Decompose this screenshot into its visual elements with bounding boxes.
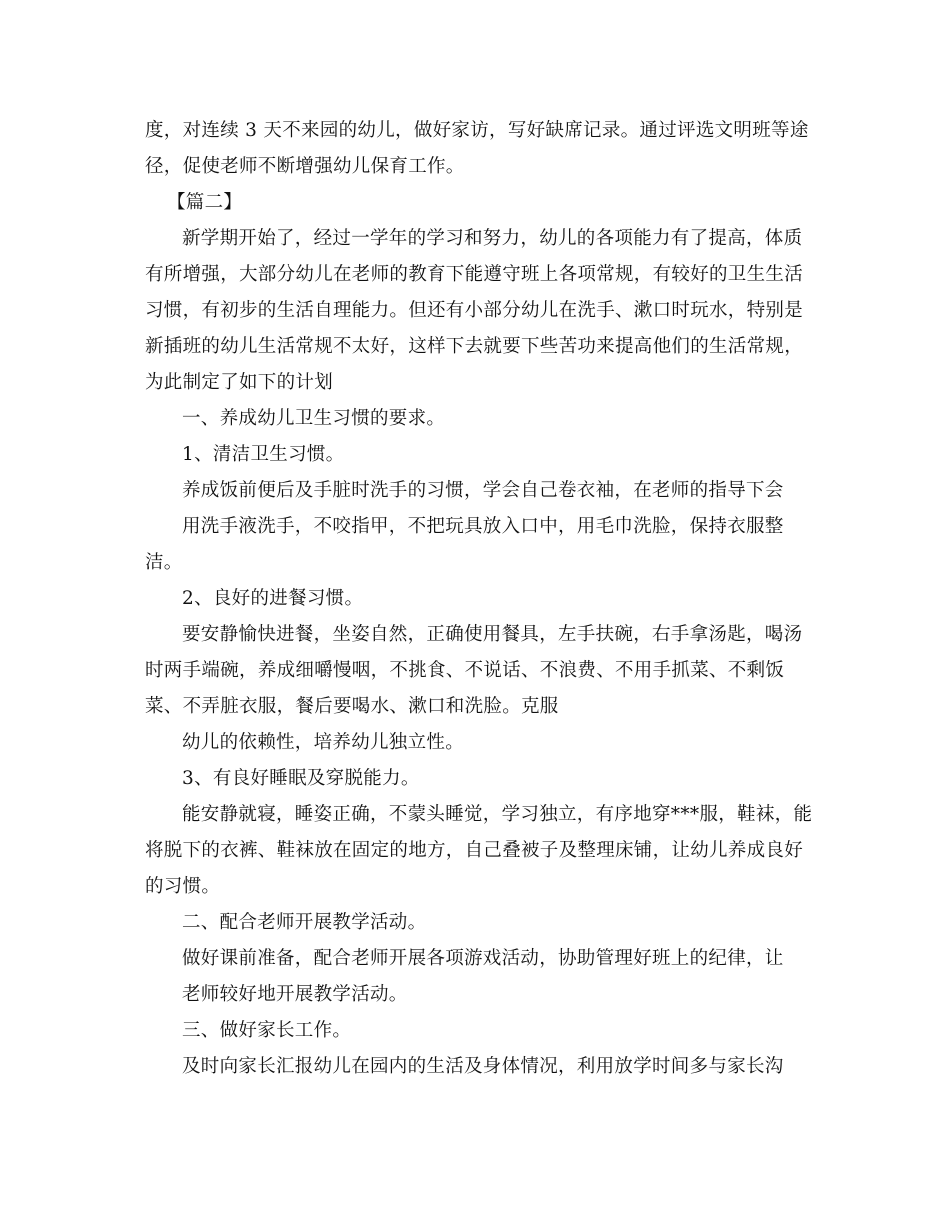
paragraph-line: 的习惯。: [145, 876, 221, 897]
paragraph-line: 老师较好地开展教学活动。: [182, 984, 408, 1005]
section-heading: 一、养成幼儿卫生习惯的要求。: [182, 408, 446, 429]
document-body: [145, 113, 815, 1085]
paragraph-line: 菜、不弄脏衣服，餐后要喝水、漱口和洗脸。克服: [145, 696, 559, 717]
subsection-heading: 1、清洁卫生习惯。: [182, 444, 345, 465]
paragraph-line: 能安静就寝，睡姿正确，不蒙头睡觉，学习独立，有序地穿***服，鞋袜，能: [182, 804, 813, 825]
paragraph-line: 洁。: [145, 552, 183, 573]
paragraph-line: 有所增强，大部分幼儿在老师的教育下能遵守班上各项常规，有较好的卫生生活: [145, 264, 804, 285]
paragraph-line: 习惯，有初步的生活自理能力。但还有小部分幼儿在洗手、漱口时玩水，特别是: [145, 300, 804, 321]
paragraph-line: 为此制定了如下的计划: [145, 372, 334, 393]
paragraph-line: 将脱下的衣裤、鞋袜放在固定的地方，自己叠被子及整理床铺，让幼儿养成良好: [145, 840, 804, 861]
paragraph-line: 径，促使老师不断增强幼儿保育工作。: [145, 156, 465, 177]
paragraph-line: 用洗手液洗手，不咬指甲，不把玩具放入口中，用毛巾洗脸，保持衣服整: [182, 516, 784, 537]
section-heading: 二、配合老师开展教学活动。: [182, 912, 427, 933]
subsection-heading: 2、良好的进餐习惯。: [182, 588, 364, 609]
section-heading: 三、做好家长工作。: [182, 1020, 352, 1041]
paragraph-line: 时两手端碗，养成细嚼慢咽，不挑食、不说话、不浪费、不用手抓菜、不剩饭: [145, 660, 785, 681]
section-heading: 【篇二】: [167, 192, 243, 213]
paragraph-line: 及时向家长汇报幼儿在园内的生活及身体情况，利用放学时间多与家长沟: [182, 1056, 784, 1077]
paragraph-line: 新学期开始了，经过一学年的学习和努力，幼儿的各项能力有了提高，体质: [182, 228, 803, 249]
paragraph-line: 幼儿的依赖性，培养幼儿独立性。: [182, 732, 465, 753]
paragraph-line: 做好课前准备，配合老师开展各项游戏活动，协助管理好班上的纪律，让: [182, 948, 784, 969]
paragraph-line: 度，对连续 3 天不来园的幼儿，做好家访，写好缺席记录。通过评选文明班等途: [145, 120, 809, 141]
paragraph-line: 养成饭前便后及手脏时洗手的习惯，学会自己卷衣袖，在老师的指导下会: [182, 480, 784, 501]
paragraph-line: 新插班的幼儿生活常规不太好，这样下去就要下些苦功来提高他们的生活常规，: [145, 336, 804, 357]
subsection-heading: 3、有良好睡眠及穿脱能力。: [182, 768, 420, 789]
paragraph-line: 要安静愉快进餐，坐姿自然，正确使用餐具，左手扶碗，右手拿汤匙，喝汤: [182, 624, 803, 645]
